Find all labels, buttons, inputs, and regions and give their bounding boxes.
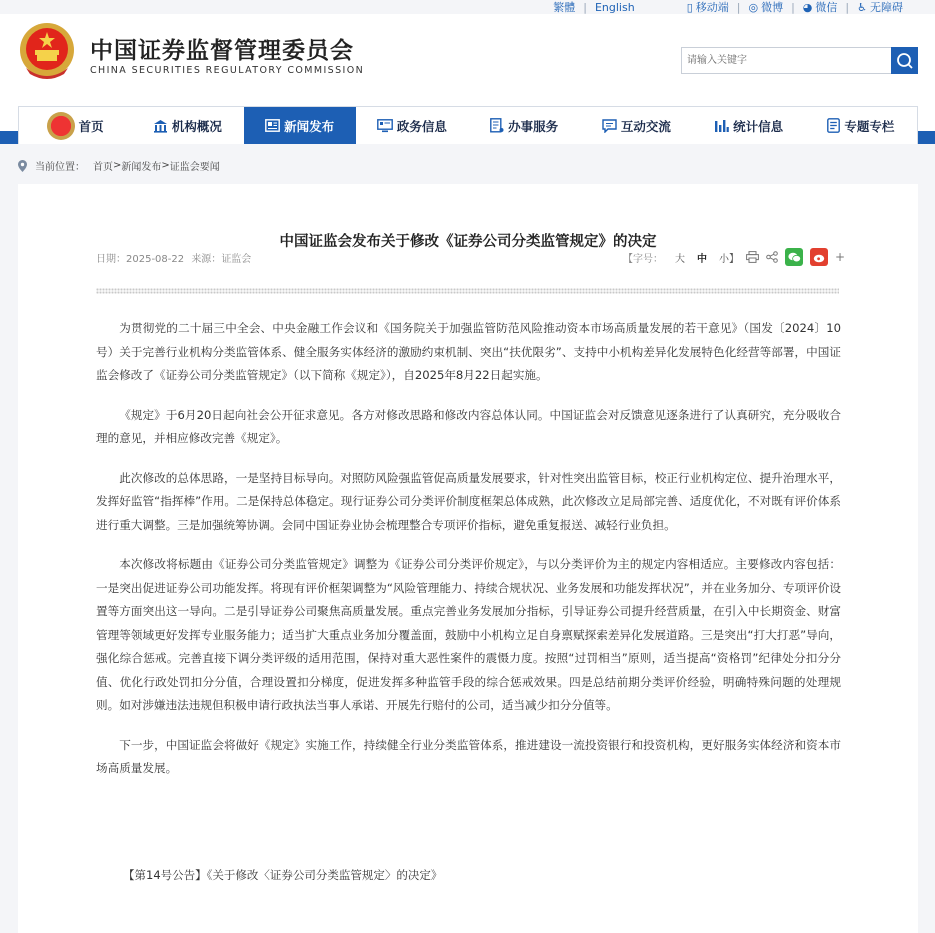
news-icon	[265, 119, 280, 132]
location-pin-icon	[18, 160, 27, 172]
print-button[interactable]	[746, 251, 759, 263]
wechat-icon: ◕	[802, 0, 813, 14]
nav-item-statistics[interactable]	[693, 107, 805, 144]
site-title: 中国证券监督管理委员会	[90, 37, 354, 64]
nav-label: 机构概况	[171, 118, 222, 134]
search-input[interactable]	[681, 47, 891, 74]
nav-item-government-info[interactable]	[356, 107, 468, 144]
utility-bar	[553, 0, 935, 14]
article-paragraph: 下一步，中国证监会将做好《规定》实施工作，持续健全行业分类监管体系，推进建设一流投资银行和投资机构，更好服务实体经济和资本市场高质量发展。	[96, 737, 841, 775]
more-share-button[interactable]	[835, 250, 845, 264]
source-label: 来源：	[191, 254, 222, 265]
institution-icon	[153, 119, 168, 133]
national-emblem-icon[interactable]	[18, 22, 76, 82]
weibo-icon: ◎	[748, 0, 759, 14]
article-paragraph: 本次修改将标题由《证券公司分类监管规定》调整为《证券公司分类评价规定》，与以分类评价为主的规定内容相适应。主要修改内容包括：一是突出促进证券公司功能发挥。将现有评价框架调整为“风险管理能力、持续合规状况、业务发展和功能发挥状况”，并在业务加分、专项评价设置等方面突出这一导向。二是引导证券公司聚焦高质量发展。重点完善业务发展加分指标，引导证券公司提升经营质量，在引入中长期资金、财富管理等领域更好发挥专业服务能力；适当扩大重点业务加分覆盖面，鼓励中小机构立足自身禀赋探索差异化发展道路。三是突出“打大打恶”导向，强化综合惩戒。完善直接下调分类评级的适用范围，保持对重大恶性案件的震慑力度。按照“过罚相当”原则，适当提高“资格罚”纪律处分扣分分值、优化行政处罚扣分分值，合理设置扣分梯度，促进发挥多种监管手段的综合惩戒效果。四是总结前期分类评价经验，明确特殊问题的处理规则。如对涉嫌违法违规但积极申请行政执法当事人承诺、开展先行赔付的公司，适当减少扣分分值等。	[96, 557, 841, 712]
nav-label: 互动交流	[620, 118, 671, 134]
site-subtitle: CHINA SECURITIES REGULATORY COMMISSION	[90, 65, 365, 76]
printer-icon	[746, 251, 759, 263]
article-panel	[18, 184, 918, 933]
article-source: 证监会	[221, 254, 252, 265]
mobile-label: 移动端	[695, 1, 729, 14]
font-size-medium-button[interactable]: 中	[697, 253, 707, 265]
accessibility-link[interactable]	[857, 0, 903, 15]
weibo-link[interactable]	[748, 0, 783, 15]
wechat-link[interactable]	[803, 0, 838, 15]
weibo-share-icon	[813, 252, 826, 263]
attachment-link[interactable]: 【第14号公告】《关于修改〈证券公司分类监管规定〉的决定》	[123, 868, 443, 882]
nav-label: 政务信息	[396, 118, 447, 134]
weibo-share-button[interactable]	[810, 248, 828, 266]
article-body	[96, 317, 841, 797]
english-link[interactable]: English	[594, 0, 635, 14]
breadcrumb-prefix: 当前位置：	[35, 162, 85, 173]
share-icon	[766, 251, 778, 263]
search-box	[681, 47, 918, 74]
nav-label: 统计信息	[733, 118, 784, 134]
nav-item-special-column[interactable]	[805, 107, 917, 144]
accessibility-icon: ♿	[857, 0, 867, 14]
wechat-share-button[interactable]	[785, 248, 803, 266]
divider: |	[791, 0, 795, 14]
wechat-label: 微信	[815, 1, 838, 14]
main-nav	[18, 106, 918, 144]
date-label: 日期：	[96, 254, 126, 265]
breadcrumb-separator: >	[161, 160, 170, 171]
main-nav-wrapper	[0, 102, 935, 144]
title-divider	[96, 288, 839, 294]
accessibility-label: 无障碍	[870, 1, 903, 14]
article-paragraph: 《规定》于6月20日起向社会公开征求意见。各方对修改思路和修改内容总体认同。中国证监会对反馈意见逐条进行了认真研究，充分吸收合理的意见，并相应修改完善《规定》。	[96, 407, 841, 445]
nav-label: 专题专栏	[844, 118, 895, 134]
bar-chart-icon	[714, 119, 729, 133]
share-button[interactable]	[766, 251, 778, 263]
nav-item-interaction[interactable]	[580, 107, 692, 144]
document-icon	[490, 118, 504, 133]
mobile-link[interactable]	[687, 0, 729, 15]
divider: |	[845, 0, 850, 14]
font-size-label: 【字号：	[623, 253, 663, 265]
article-paragraph: 此次修改的总体思路，一是坚持目标导向。对照防风险强监管促高质量发展要求，针对性突出监管目标，校正行业机构定位、提升治理水平，发挥好监管“指挥棒”作用。二是保持总体稳定。现行证券公司分类评价制度框架总体成熟，此次修改立足局部完善、适度优化，不对既有评价体系进行重大调整。三是加强统筹协调。会同中国证券业协会梳理整合专项评价指标，避免重复报送、减轻行业负担。	[96, 470, 841, 532]
home-emblem-icon	[47, 112, 75, 140]
wechat-share-icon	[788, 252, 801, 263]
breadcrumb-home[interactable]: 首页	[93, 162, 113, 173]
monitor-icon	[377, 119, 393, 133]
mobile-icon: ▯	[686, 0, 693, 14]
breadcrumb	[18, 158, 220, 173]
weibo-label: 微博	[761, 1, 784, 14]
traditional-chinese-link[interactable]: 繁體	[553, 1, 576, 14]
site-header	[0, 14, 935, 102]
article-meta	[96, 250, 251, 265]
column-icon	[827, 118, 840, 133]
font-size-small-button[interactable]: 小】	[719, 253, 739, 265]
breadcrumb-news[interactable]: 新闻发布	[121, 162, 162, 173]
divider: |	[736, 0, 741, 14]
nav-item-institution[interactable]	[131, 107, 243, 144]
search-button[interactable]	[891, 47, 918, 74]
breadcrumb-separator: >	[113, 160, 122, 171]
article-tools	[623, 248, 845, 266]
nav-item-services[interactable]	[468, 107, 580, 144]
nav-item-home[interactable]	[19, 107, 131, 144]
article-date: 2025-08-22	[126, 254, 185, 265]
font-size-large-button[interactable]: 大	[675, 253, 685, 265]
breadcrumb-current[interactable]: 证监会要闻	[169, 162, 220, 173]
divider: |	[583, 0, 587, 14]
plus-icon: +	[835, 250, 846, 264]
chat-icon	[602, 119, 617, 133]
article-title: 中国证监会发布关于修改《证券公司分类监管规定》的决定	[279, 234, 657, 250]
search-icon	[896, 52, 913, 69]
nav-label: 首页	[78, 118, 104, 134]
nav-item-news[interactable]	[244, 107, 356, 144]
nav-label: 办事服务	[508, 118, 559, 134]
nav-label: 新闻发布	[284, 118, 335, 134]
article-paragraph: 为贯彻党的二十届三中全会、中央金融工作会议和《国务院关于加强监管防范风险推动资本市场高质量发展的若干意见》（国发〔2024〕10号）关于完善行业机构分类监管体系、健全服务实体经济的激励约束机制、突出“扶优限劣”、支持中小机构差异化发展特色化经营等部署，中国证监会修改了《证券公司分类监管规定》（以下简称《规定》），自2025年8月22日起实施。	[96, 321, 841, 382]
